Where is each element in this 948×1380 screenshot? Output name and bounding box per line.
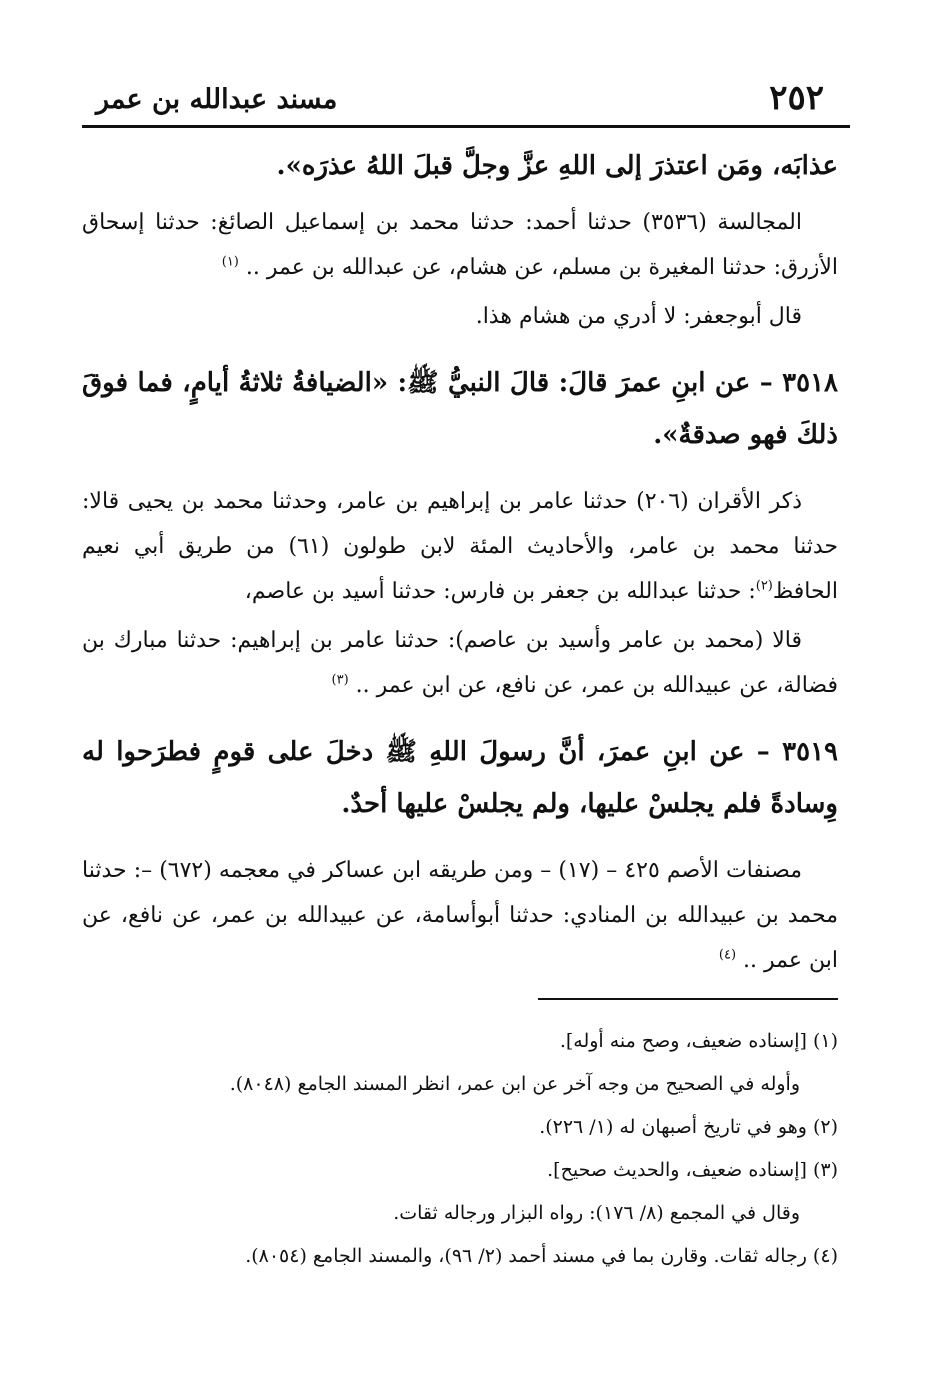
source-text: المجالسة (٣٥٣٦) حدثنا أحمد: حدثنا محمد بن إسماعيل الصائغ: حدثنا إسحاق الأزرق: حدثنا المغيرة بن مسلم، عن هشام، عن عبدالله بن عمر .. — [82, 210, 838, 280]
footnote-continuation: وأوله في الصحيح من وجه آخر عن ابن عمر، انظر المسند الجامع (٨٠٤٨). — [229, 1073, 800, 1095]
hadith-number: ٣٥١٩ – — [756, 737, 838, 767]
source-text: مصنفات الأصم ٤٢٥ – (١٧) – ومن طريقه ابن عساكر في معجمه (٦٧٢) –: حدثنا محمد بن عبيدالله بن المنادي: حدثنا أبوأسامة، عن عبيدالله بن عمر، عن نافع، عن ابن عمر .. — [82, 858, 838, 973]
source-text: ذكر الأقران (٢٠٦) حدثنا عامر بن إبراهيم بن عامر، وحدثنا محمد بن يحيى قالا: حدثنا محمد بن عامر، والأحاديث المئة لابن طولون (٦١) من طريق أبي نعيم الحافظ — [82, 489, 838, 604]
hadith-3519 — [82, 726, 838, 830]
footnote: (٤) رجاله ثقات. وقارن بما في مسند أحمد (٢/ ٩٦)، والمسند الجامع (٨٠٥٤). — [245, 1245, 838, 1267]
source-paragraph — [82, 848, 838, 983]
page-header — [82, 78, 850, 128]
footnote-list — [82, 1020, 838, 1278]
footnote-separator — [538, 998, 838, 1000]
page-number: ٢٥٢ — [769, 78, 824, 118]
footnote: (٣) [إسناده ضعيف، والحديث صحيح]. — [547, 1159, 838, 1181]
hadith-text — [82, 140, 838, 192]
footnote-ref[interactable]: (٣) — [331, 672, 349, 688]
hadith-3518 — [82, 357, 838, 461]
source-paragraph — [82, 294, 838, 339]
running-title: مسند عبدالله بن عمر — [96, 84, 338, 115]
source-text: قال أبوجعفر: لا أدري من هشام هذا. — [475, 304, 802, 329]
footnote: (١) [إسناده ضعيف، وصح منه أوله]. — [559, 1030, 838, 1052]
hadith-body: عذابَه، ومَن اعتذرَ إلى اللهِ عزَّ وجلَّ قبلَ اللهُ عذرَه». — [276, 151, 838, 181]
footnote-ref[interactable]: (١) — [221, 254, 239, 270]
source-paragraph — [82, 200, 838, 290]
footnote-continuation: وقال في المجمع (٨/ ١٧٦): رواه البزار ورجاله ثقات. — [393, 1202, 800, 1224]
source-text-continued: : حدثنا عبدالله بن جعفر بن فارس: حدثنا أسيد بن عاصم، — [244, 579, 756, 604]
source-paragraph — [82, 479, 838, 614]
footnote: (٢) وهو في تاريخ أصبهان له (١/ ٢٢٦). — [539, 1116, 838, 1138]
source-paragraph — [82, 618, 838, 708]
footnote-ref[interactable]: (٢) — [755, 578, 773, 594]
footnote-ref[interactable]: (٤) — [718, 947, 737, 963]
hadith-body: عن ابنِ عمرَ قالَ: قالَ النبيُّ ﷺ: «الضيافةُ ثلاثةُ أيامٍ، فما فوقَ ذلكَ فهو صدقةٌ». — [82, 368, 838, 450]
header-rule — [82, 125, 850, 128]
source-text: قالا (محمد بن عامر وأسيد بن عاصم): حدثنا عامر بن إبراهيم: حدثنا مبارك بن فضالة، عن عبيدالله بن عمر، عن نافع، عن ابن عمر .. — [82, 628, 838, 698]
main-text — [82, 140, 838, 987]
hadith-body: عن ابنِ عمرَ، أنَّ رسولَ اللهِ ﷺ دخلَ على قومٍ فطرَحوا له وِسادةً فلم يجلسْ عليها، ولم يجلسْ عليها أحدٌ. — [82, 737, 838, 819]
hadith-number: ٣٥١٨ – — [759, 368, 838, 398]
